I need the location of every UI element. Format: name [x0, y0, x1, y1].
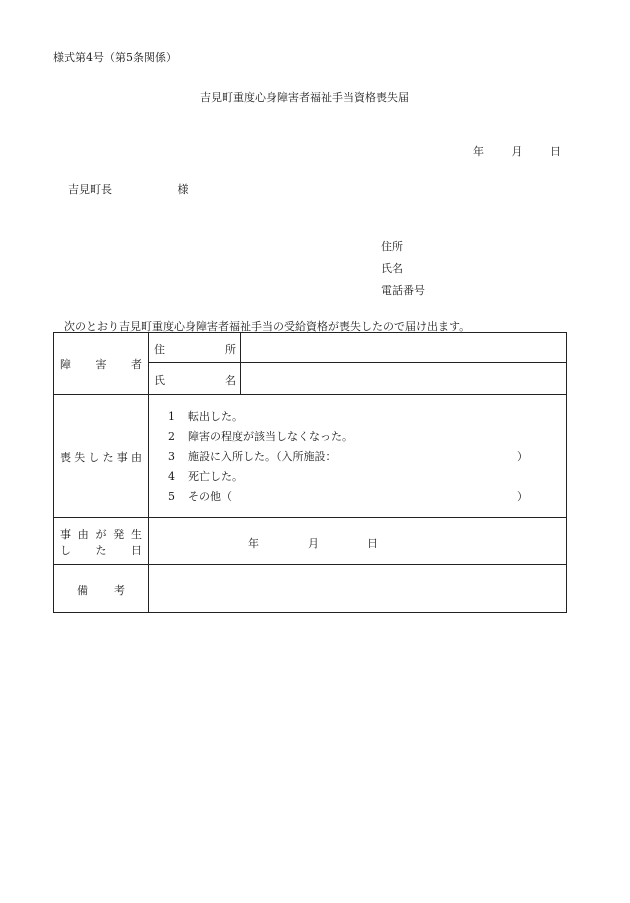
label-column-divider [148, 333, 149, 612]
form-table [53, 332, 567, 613]
loss-reason-label: 喪 失 し た 事 由 [60, 451, 142, 464]
reason-item[interactable]: 4 死亡した。 [168, 470, 243, 483]
address-label: 住 所 [154, 343, 236, 356]
disabled-person-label: 障 害 者 [60, 358, 142, 371]
reason-item[interactable]: 2 障害の程度が該当しなくなった。 [168, 430, 353, 443]
subfield-divider [240, 333, 241, 394]
remarks-field[interactable] [152, 568, 562, 608]
occurrence-date-label-line1: 事 由 が 発 生 [60, 528, 142, 541]
occurrence-date-label-line2: し た 日 [60, 544, 142, 557]
applicant-name-label: 氏名 [381, 262, 403, 275]
document-title: 吉見町重度心身障害者福祉手当資格喪失届 [200, 91, 409, 104]
row-divider [54, 564, 566, 565]
applicant-block [381, 236, 425, 302]
reason-item[interactable]: 5 その他（ ） [168, 490, 528, 503]
occurrence-day-label: 日 [367, 537, 378, 550]
row-divider [54, 394, 566, 395]
date-day-label: 日 [550, 145, 561, 158]
applicant-phone-label: 電話番号 [381, 284, 425, 297]
submission-date [473, 143, 561, 159]
reason-item[interactable]: 1 転出した。 [168, 410, 243, 423]
addressee-name: 吉見町長 [68, 183, 112, 196]
remarks-label: 備 考 [77, 584, 125, 597]
row-divider [54, 517, 566, 518]
disabled-person-address-field[interactable] [244, 335, 562, 360]
lead-text: 次のとおり吉見町重度心身障害者福祉手当の受給資格が喪失したので届け出ます。 [64, 320, 471, 333]
addressee-honorific: 様 [177, 183, 189, 196]
form-number: 様式第4号（第5条関係） [53, 51, 177, 64]
reason-list [168, 407, 528, 507]
date-month-label: 月 [511, 145, 523, 158]
name-label: 氏 名 [154, 374, 236, 387]
address-name-divider [148, 362, 566, 363]
reason-item[interactable]: 3 施設に入所した。（入所施設： ） [168, 450, 528, 463]
applicant-address-label: 住所 [381, 240, 403, 253]
disabled-person-name-field[interactable] [244, 366, 562, 391]
addressee [68, 181, 189, 197]
occurrence-month-label: 月 [308, 537, 319, 550]
occurrence-year-label: 年 [248, 537, 259, 550]
date-year-label: 年 [473, 145, 484, 158]
